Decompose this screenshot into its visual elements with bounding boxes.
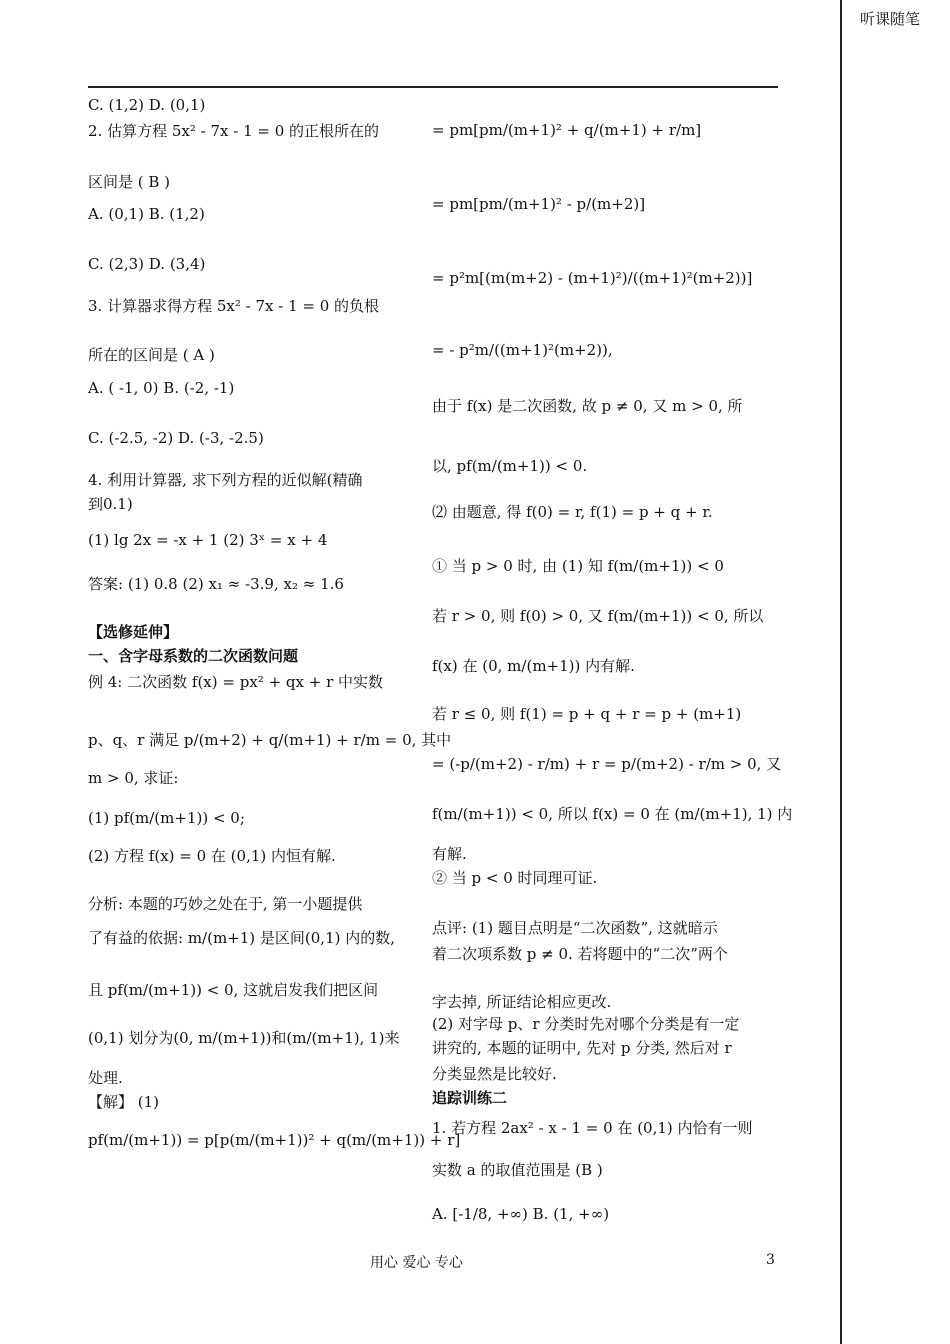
text-line: C. (2,3) D. (3,4) — [88, 255, 206, 273]
text-line: 字去掉, 所证结论相应更改. — [432, 993, 612, 1011]
text-line: (1) lg 2x = -x + 1 (2) 3ˣ = x + 4 — [88, 531, 328, 549]
text-line: = pm[pm/(m+1)² - p/(m+2)] — [432, 195, 646, 213]
text-line: p、q、r 满足 p/(m+2) + q/(m+1) + r/m = 0, 其中 — [88, 731, 452, 749]
header-rule — [88, 86, 778, 88]
section-heading: 【选修延伸】 — [88, 623, 179, 641]
text-line: A. (0,1) B. (1,2) — [88, 205, 205, 223]
text-line: (0,1) 划分为(0, m/(m+1))和(m/(m+1), 1)来 — [88, 1029, 400, 1047]
margin-divider — [840, 0, 842, 1344]
text-line: A. ( -1, 0) B. (-2, -1) — [88, 379, 235, 397]
page-number: 3 — [766, 1252, 775, 1268]
text-line: f(x) 在 (0, m/(m+1)) 内有解. — [432, 657, 635, 675]
text-line: = pm[pm/(m+1)² + q/(m+1) + r/m] — [432, 121, 702, 139]
text-line: 区间是 ( B ) — [88, 173, 171, 191]
text-line: 例 4: 二次函数 f(x) = px² + qx + r 中实数 — [88, 673, 384, 691]
text-line: 且 pf(m/(m+1)) < 0, 这就启发我们把区间 — [88, 981, 379, 999]
text-line: m > 0, 求证: — [88, 769, 179, 787]
text-line: C. (1,2) D. (0,1) — [88, 96, 206, 114]
text-line: 实数 a 的取值范围是 (B ) — [432, 1161, 603, 1179]
footer-slogan: 用心 爱心 专心 — [370, 1255, 463, 1271]
text-line: 处理. — [88, 1069, 123, 1087]
text-line: (2) 对字母 p、r 分类时先对哪个分类是有一定 — [432, 1015, 740, 1033]
text-line: A. [-1/8, +∞) B. (1, +∞) — [432, 1205, 610, 1223]
text-line: 有解. — [432, 845, 467, 863]
margin-notes-title: 听课随笔 — [860, 10, 921, 28]
text-line: 到0.1) — [88, 495, 133, 513]
text-line: 了有益的依据: m/(m+1) 是区间(0,1) 内的数, — [88, 929, 396, 947]
text-line: 若 r ≤ 0, 则 f(1) = p + q + r = p + (m+1) — [432, 705, 742, 723]
text-line: 讲究的, 本题的证明中, 先对 p 分类, 然后对 r — [432, 1039, 732, 1057]
text-line: 2. 估算方程 5x² - 7x - 1 = 0 的正根所在的 — [88, 122, 380, 140]
text-line: 答案: (1) 0.8 (2) x₁ ≈ -3.9, x₂ ≈ 1.6 — [88, 575, 344, 593]
text-line: 3. 计算器求得方程 5x² - 7x - 1 = 0 的负根 — [88, 297, 380, 315]
text-line: 4. 利用计算器, 求下列方程的近似解(精确 — [88, 471, 363, 489]
section-heading: 追踪训练二 — [432, 1089, 508, 1107]
text-line: 点评: (1) 题目点明是“二次函数”, 这就暗示 — [432, 919, 718, 937]
text-line: = p²m[(m(m+2) - (m+1)²)/((m+1)²(m+2))] — [432, 269, 753, 287]
text-line: pf(m/(m+1)) = p[p(m/(m+1))² + q(m/(m+1)) + r] — [88, 1131, 461, 1149]
text-line: C. (-2.5, -2) D. (-3, -2.5) — [88, 429, 264, 447]
section-subheading: 一、含字母系数的二次函数问题 — [88, 647, 299, 665]
text-line: 分析: 本题的巧妙之处在于, 第一小题提供 — [88, 895, 363, 913]
text-line: 着二次项系数 p ≠ 0. 若将题中的“二次”两个 — [432, 945, 728, 963]
text-line: (1) pf(m/(m+1)) < 0; — [88, 809, 245, 827]
text-line: 以, pf(m/(m+1)) < 0. — [432, 457, 588, 475]
text-line: 1. 若方程 2ax² - x - 1 = 0 在 (0,1) 内恰有一则 — [432, 1119, 753, 1137]
text-line: 所在的区间是 ( A ) — [88, 346, 215, 364]
text-line: 分类显然是比较好. — [432, 1065, 557, 1083]
text-line: = - p²m/((m+1)²(m+2)), — [432, 341, 613, 359]
text-line: ① 当 p > 0 时, 由 (1) 知 f(m/(m+1)) < 0 — [432, 557, 724, 575]
text-line: ② 当 p < 0 时同理可证. — [432, 869, 598, 887]
text-line: 由于 f(x) 是二次函数, 故 p ≠ 0, 又 m > 0, 所 — [432, 397, 743, 415]
text-line: ⑵ 由题意, 得 f(0) = r, f(1) = p + q + r. — [432, 503, 713, 521]
text-line: 若 r > 0, 则 f(0) > 0, 又 f(m/(m+1)) < 0, 所以 — [432, 607, 764, 625]
text-line: (2) 方程 f(x) = 0 在 (0,1) 内恒有解. — [88, 847, 336, 865]
text-line: f(m/(m+1)) < 0, 所以 f(x) = 0 在 (m/(m+1), 1) 内 — [432, 805, 793, 823]
text-line: = (-p/(m+2) - r/m) + r = p/(m+2) - r/m > 0, 又 — [432, 755, 782, 773]
text-line: 【解】 (1) — [88, 1093, 160, 1111]
